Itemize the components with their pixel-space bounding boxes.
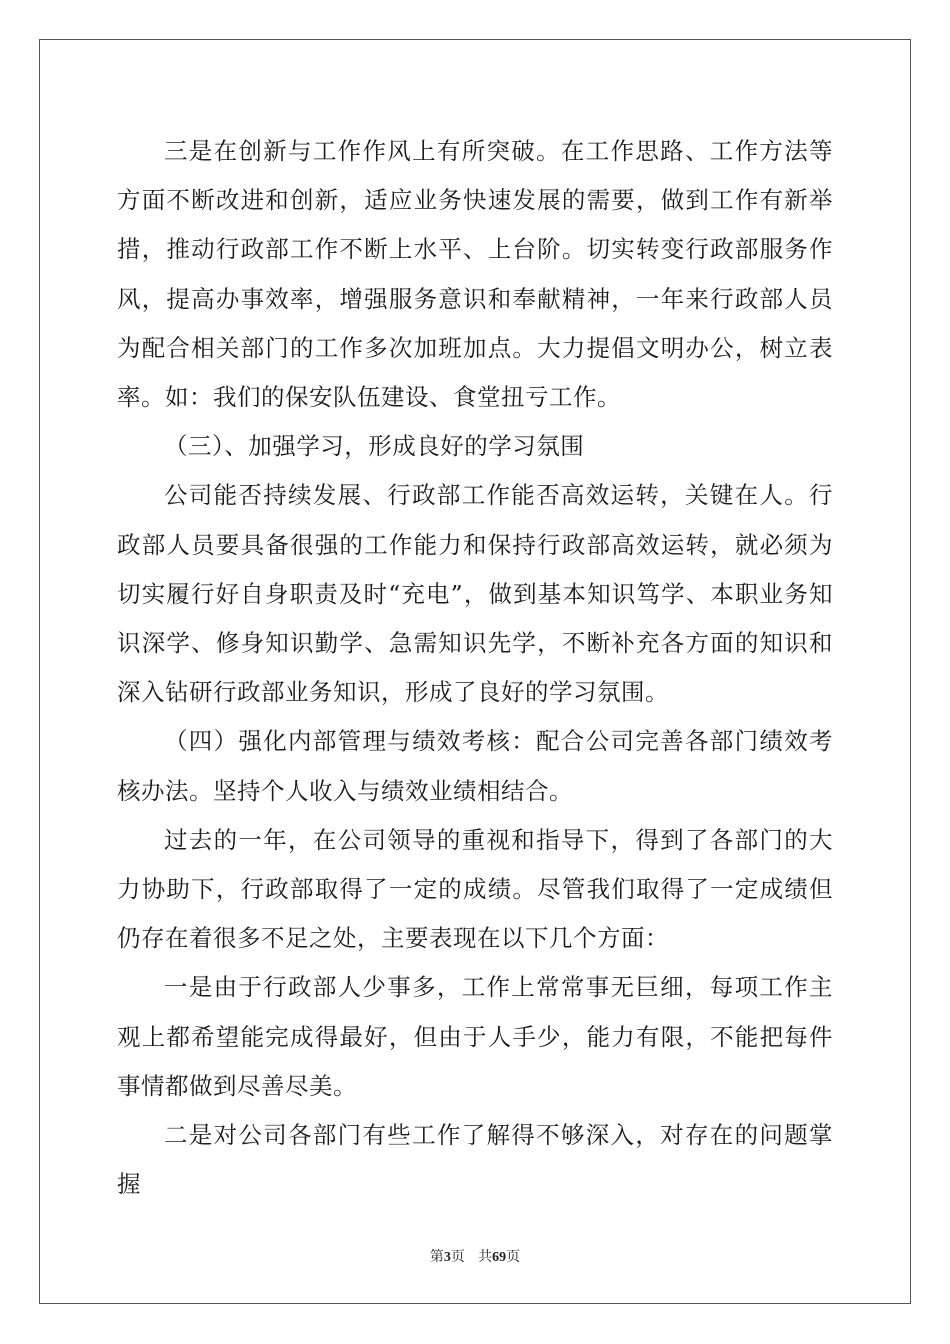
total-prefix: 共	[478, 1249, 493, 1265]
paragraph-innovation: 三是在创新与工作作风上有所突破。在工作思路、工作方法等方面不断改进和创新，适应业务快速发展的需要，做到工作有新举措，推动行政部工作不断上水平、上台阶。切实转变行政部服务作风，提高办事效率，增强服务意识和奉献精神，一年来行政部人员为配合相关部门的工作多次加班加点。大力提倡文明办公，树立表率。如：我们的保安队伍建设、食堂扭亏工作。	[117, 137, 833, 412]
paragraph-shortcoming-one: 一是由于行政部人少事多，工作上常常事无巨细，每项工作主观上都希望能完成得最好，但由于人手少，能力有限，不能把每件事情都做到尽善尽美。	[117, 973, 833, 1100]
page-footer	[0, 1246, 950, 1266]
paragraph-review: 过去的一年，在公司领导的重视和指导下，得到了各部门的大力协助下，行政部取得了一定的成绩。尽管我们取得了一定成绩但仍存在着很多不足之处，主要表现在以下几个方面：	[117, 825, 833, 953]
total-suffix: 页	[506, 1249, 521, 1265]
total-pages: 69	[492, 1250, 507, 1265]
paragraph-shortcoming-two: 二是对公司各部门有些工作了解得不够深入，对存在的问题掌握	[117, 1121, 833, 1199]
page-number: 3	[443, 1250, 451, 1265]
page-prefix: 第	[429, 1249, 444, 1265]
section-heading-learning: （三）、加强学习，形成良好的学习氛围	[164, 432, 585, 461]
section-heading-management: （四）强化内部管理与绩效考核：配合公司完善各部门绩效考核办法。坚持个人收入与绩效业绩相结合。	[117, 727, 833, 805]
paragraph-learning: 公司能否持续发展、行政部工作能否高效运转，关键在人。行政部人员要具备很强的工作能力和保持行政部高效运转，就必须为切实履行好自身职责及时“充电”，做到基本知识笃学、本职业务知识深学、修身知识勤学、急需知识先学，不断补充各方面的知识和深入钻研行政部业务知识，形成了良好的学习氛围。	[117, 481, 833, 707]
page-suffix: 页	[450, 1249, 465, 1265]
document-body	[117, 127, 833, 1209]
